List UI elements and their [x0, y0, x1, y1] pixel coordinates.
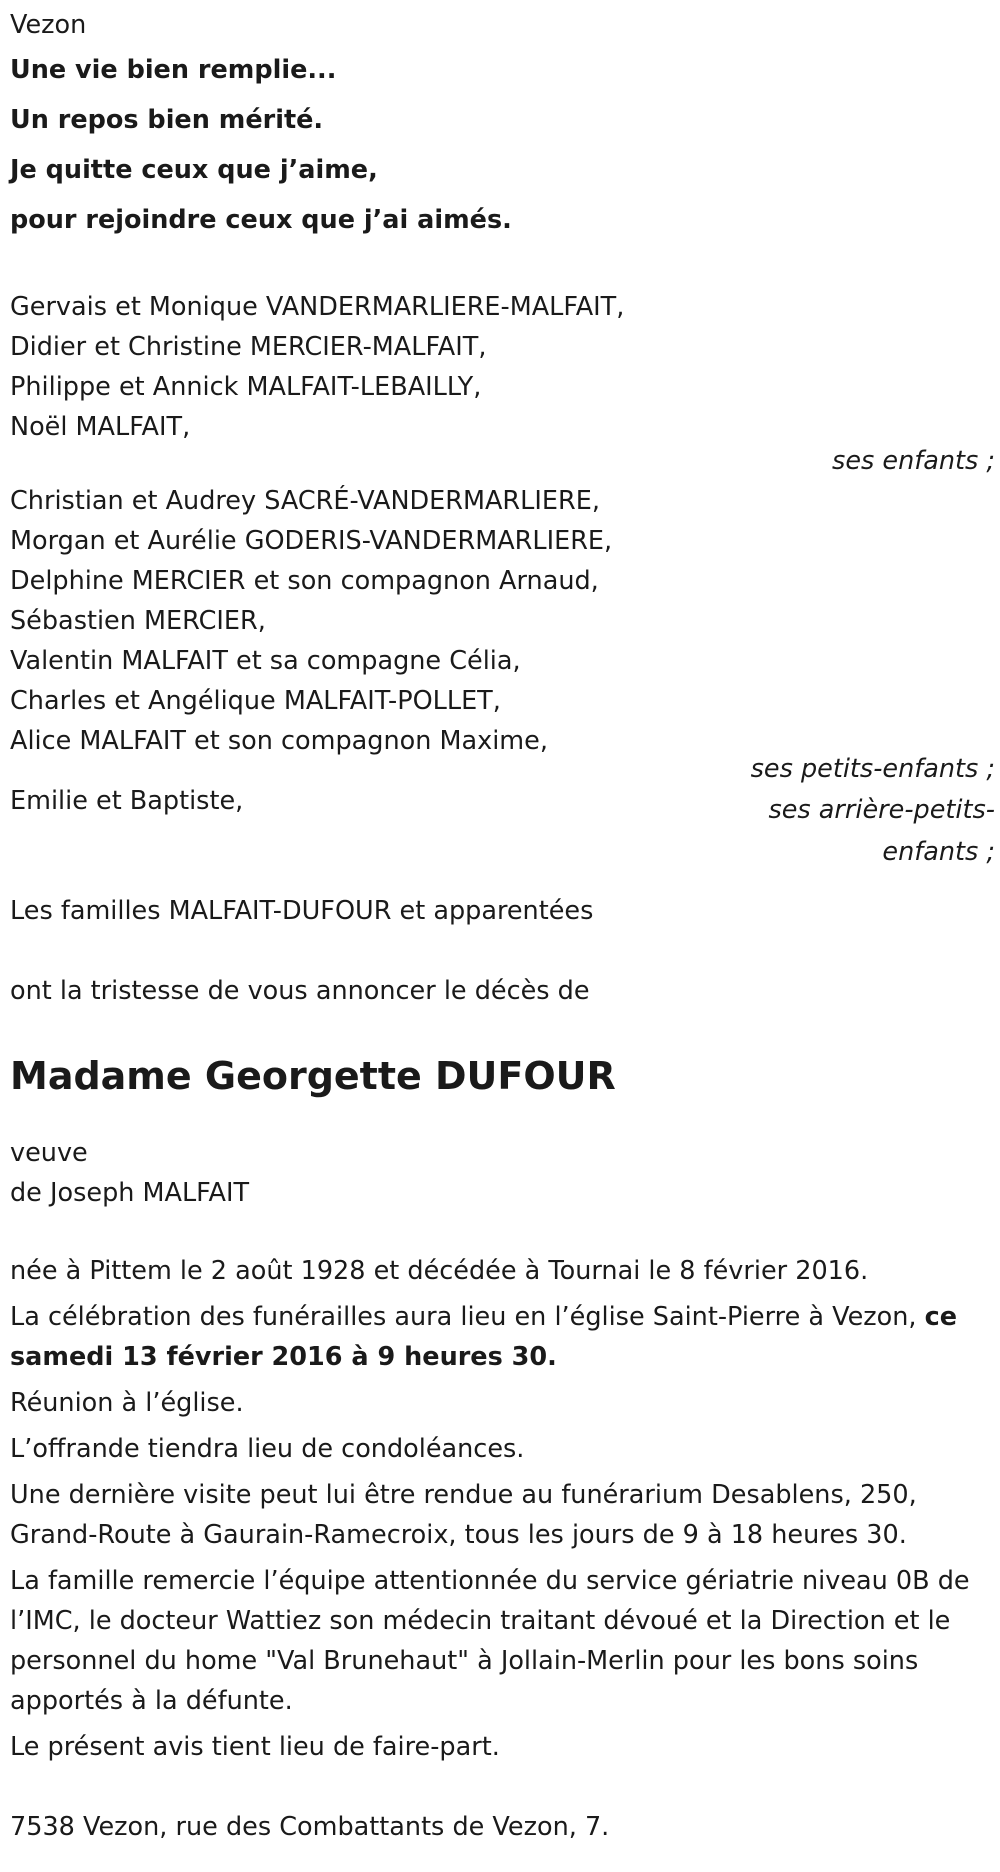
- funeral-text: La célébration des funérailles aura lieu en l’église Saint-Pierre à Vezon,: [10, 1302, 925, 1332]
- grandchild-name: Sébastien MERCIER,: [10, 606, 266, 636]
- funeral-date: ce samedi 13 février 2016 à 9 heures 30.: [10, 1302, 958, 1372]
- grandchildren-list: [10, 481, 995, 789]
- poem: [10, 45, 995, 245]
- place-header: Vezon: [10, 10, 87, 40]
- poem-line: pour rejoindre ceux que j’ai aimés.: [10, 205, 512, 235]
- grandchild-name: Delphine MERCIER et son compagnon Arnaud,: [10, 566, 599, 596]
- address-line: 7538 Vezon, rue des Combattants de Vezon, 7.: [10, 1812, 610, 1842]
- announcement-line: ont la tristesse de vous annoncer le décès de: [10, 976, 590, 1006]
- poem-line: Un repos bien mérité.: [10, 105, 324, 135]
- families-line: Les familles MALFAIT-DUFOUR et apparentées: [10, 896, 594, 926]
- grandchild-name: Christian et Audrey SACRÉ-VANDERMARLIERE,: [10, 486, 600, 516]
- visit-paragraph: Une dernière visite peut lui être rendue au funérarium Desablens, 250, Grand-Route à Gaurain-Ramecroix, tous les jours de 9 à 18 heures 30.: [10, 1480, 917, 1550]
- grandchild-name: Alice MALFAIT et son compagnon Maxime,: [10, 726, 548, 756]
- offering-line: L’offrande tiendra lieu de condoléances.: [10, 1434, 525, 1464]
- meeting-line: Réunion à l’église.: [10, 1388, 244, 1418]
- poem-line: Une vie bien remplie...: [10, 55, 337, 85]
- grandchild-name: Charles et Angélique MALFAIT-POLLET,: [10, 686, 501, 716]
- birth-death-line: née à Pittem le 2 août 1928 et décédée à Tournai le 8 février 2016.: [10, 1256, 869, 1286]
- great-grandchildren-block: [10, 781, 995, 891]
- grandchild-name: Morgan et Aurélie GODERIS-VANDERMARLIERE,: [10, 526, 613, 556]
- deceased-name: Madame Georgette DUFOUR: [10, 1054, 616, 1098]
- spouse-line: de Joseph MALFAIT: [10, 1178, 250, 1208]
- thanks-paragraph: La famille remercie l’équipe attentionnée du service gériatrie niveau 0B de l’IMC, le docteur Wattiez son médecin traitant dévoué et la Direction et le personnel du home "Val Brunehaut" à Jollain-Merlin pour les bons soins apportés à la défunte.: [10, 1566, 970, 1716]
- great-grandchildren-name: Emilie et Baptiste,: [10, 786, 244, 816]
- child-name: Gervais et Monique VANDERMARLIERE-MALFAIT,: [10, 292, 625, 322]
- poem-line: Je quitte ceux que j’aime,: [10, 155, 378, 185]
- children-relation: ses enfants ;: [832, 446, 995, 476]
- funeral-paragraph: [10, 1297, 995, 1377]
- obituary-notice: [10, 0, 995, 1847]
- grandchild-name: Valentin MALFAIT et sa compagne Célia,: [10, 646, 521, 676]
- child-name: Noël MALFAIT,: [10, 412, 191, 442]
- child-name: Philippe et Annick MALFAIT-LEBAILLY,: [10, 372, 482, 402]
- child-name: Didier et Christine MERCIER-MALFAIT,: [10, 332, 487, 362]
- great-grandchildren-relation: ses arrière-petits-enfants ;: [768, 795, 995, 867]
- grandchildren-relation: ses petits-enfants ;: [750, 754, 995, 784]
- children-list: [10, 287, 995, 481]
- widow-line: veuve: [10, 1138, 88, 1168]
- notice-line: Le présent avis tient lieu de faire-part.: [10, 1732, 500, 1762]
